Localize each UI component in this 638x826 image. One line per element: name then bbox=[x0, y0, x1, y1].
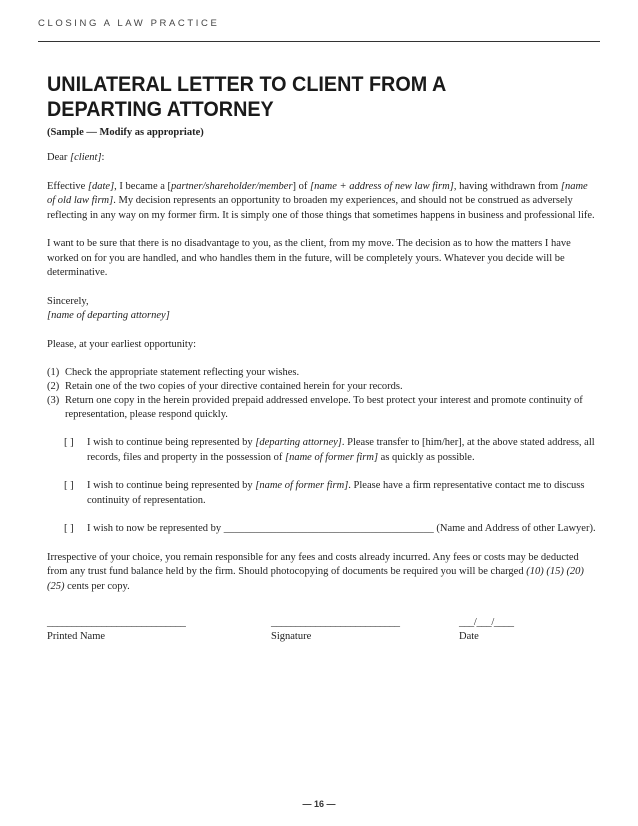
instruction-list bbox=[47, 366, 597, 422]
printed-name-line[interactable]: ____________________________ bbox=[47, 617, 186, 628]
date-field: [date] bbox=[87, 180, 115, 192]
signature-block-col bbox=[271, 616, 400, 644]
choice-1 bbox=[64, 436, 597, 465]
printed-name-block bbox=[47, 616, 186, 644]
cents-options: (10) (15) (20) (25) bbox=[47, 566, 584, 592]
paragraph-3 bbox=[47, 551, 597, 595]
p3-text-2: cents per copy. bbox=[64, 580, 130, 592]
client-field: [client] bbox=[70, 152, 102, 163]
list-item bbox=[47, 380, 597, 394]
title-line-1: UNILATERAL LETTER TO CLIENT FROM A bbox=[47, 72, 447, 96]
list-item bbox=[47, 366, 597, 380]
list-text: Retain one of the two copies of your directive contained herein for your records. bbox=[65, 381, 403, 392]
subtitle: (Sample — Modify as appropriate) bbox=[47, 127, 204, 138]
p1-text-2: , I became a [ bbox=[114, 180, 172, 192]
instructions: Please, at your earliest opportunity: bbox=[47, 338, 197, 350]
p3-text-1: Irrespective of your choice, you remain responsible for any fees and costs already incurred. Any fees or costs may be deducted from any trust fund balance held by the firm. Should photocopying of documents be required you will be charged bbox=[47, 551, 579, 577]
p1-text-1: Effective bbox=[47, 180, 88, 192]
header-rule bbox=[38, 41, 600, 42]
new-firm-field: [name + address of new law firm] bbox=[310, 180, 454, 192]
choice-checkbox[interactable]: [ ] bbox=[64, 437, 74, 448]
signature-label: Signature bbox=[271, 631, 312, 642]
choice-2 bbox=[64, 479, 597, 508]
salutation bbox=[47, 151, 597, 166]
date-block bbox=[459, 616, 514, 644]
letter-body bbox=[47, 72, 597, 654]
list-number: (1) bbox=[47, 367, 60, 378]
list-text: Return one copy in the herein provided prepaid addressed envelope. To best protect your interest and promote continuity of representation, please respond quickly. bbox=[65, 395, 583, 420]
choice-3 bbox=[64, 522, 597, 537]
paragraph-1 bbox=[47, 180, 597, 224]
signature-block bbox=[47, 616, 597, 654]
list-text: Check the appropriate statement reflecting your wishes. bbox=[65, 367, 300, 378]
list-number: (2) bbox=[47, 381, 60, 392]
date-label: Date bbox=[459, 631, 479, 642]
list-item bbox=[47, 394, 597, 422]
c2-text-1: I wish to continue being represented by bbox=[87, 480, 256, 491]
closing: Sincerely, bbox=[47, 295, 89, 307]
title-line-2: DEPARTING ATTORNEY bbox=[47, 97, 274, 121]
c1-text-2: . Please transfer to [him/her], at the above stated address, all records, files and property in the possession of bbox=[87, 437, 595, 463]
list-number: (3) bbox=[47, 395, 60, 406]
page-title bbox=[47, 72, 593, 122]
choice-2-text bbox=[87, 479, 597, 508]
choice-checkbox[interactable]: [ ] bbox=[64, 480, 74, 491]
running-head: CLOSING A LAW PRACTICE bbox=[38, 18, 220, 29]
choice-1-text bbox=[87, 436, 597, 465]
choice-checkbox[interactable]: [ ] bbox=[64, 523, 74, 534]
former-firm-field: [name of former firm] bbox=[255, 480, 349, 491]
closing-name-field: [name of departing attorney] bbox=[47, 310, 170, 321]
printed-name-label: Printed Name bbox=[47, 631, 106, 642]
choice-3-text: I wish to now be represented by ________________________________________ (Name and Address of other Lawyer). bbox=[87, 523, 596, 534]
paragraph-2: I want to be sure that there is no disadvantage to you, as the client, from my move. The decision as to how the matters I have worked on for you are handled, and who handles them in the future, will be completely yours. Whatever you decide will be determinative. bbox=[47, 238, 571, 278]
p1-text-5: . My decision represents an opportunity to broaden my experiences, and should not be construed as adversely reflecting in any way on my former firm. It is simply one of those things that sometimes happens in business and professional life. bbox=[47, 195, 595, 221]
departing-attorney-field: [departing attorney] bbox=[255, 437, 342, 448]
salutation-prefix: Dear bbox=[47, 152, 71, 163]
c2-text-2: . Please have a firm representative contact me to discuss continuity of representation. bbox=[87, 480, 585, 506]
c1-text-3: as quickly as possible. bbox=[378, 451, 475, 463]
former-firm-field: [name of former firm] bbox=[285, 451, 379, 463]
signature-line[interactable]: __________________________ bbox=[271, 617, 400, 628]
role-field: partner/shareholder/member bbox=[171, 180, 293, 192]
old-firm-field: [name of old law firm] bbox=[47, 180, 588, 206]
salutation-suffix: : bbox=[101, 152, 105, 163]
p1-text-4: , having withdrawn from bbox=[453, 180, 561, 192]
date-line[interactable]: ___/___/____ bbox=[459, 617, 514, 628]
c1-text-1: I wish to continue being represented by bbox=[87, 437, 256, 448]
page-number: — 16 — bbox=[302, 799, 336, 809]
p1-text-3: ] of bbox=[292, 180, 311, 192]
